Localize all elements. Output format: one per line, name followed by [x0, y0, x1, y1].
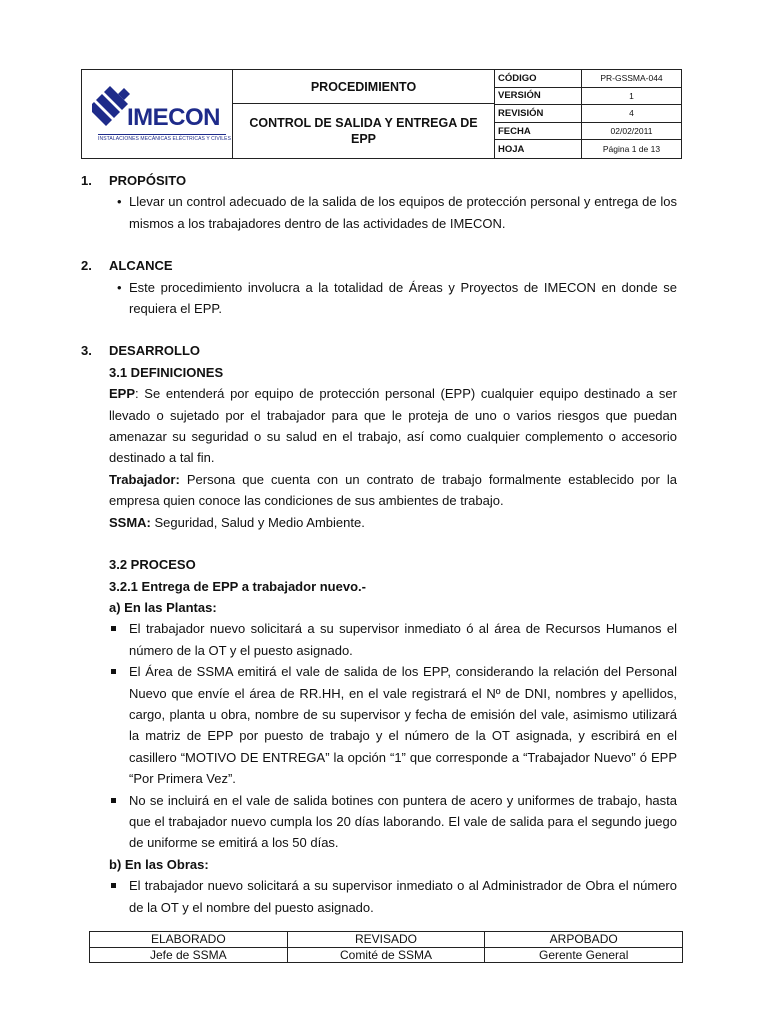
doc-meta: [495, 70, 681, 158]
approval-head: ELABORADO: [150, 932, 226, 946]
meta-value: PR-GSSMA-044: [600, 73, 663, 84]
list-item-text: El trabajador nuevo solicitará a su supervisor inmediato o al Administrador de Obra el número de la OT y el nombre del puesto asignado.: [129, 878, 677, 915]
square-bullet-icon: [111, 883, 116, 888]
meta-row: [495, 88, 681, 106]
bullet-dot-icon: •: [117, 194, 122, 210]
list-item: [81, 790, 677, 854]
section-number: 1.: [81, 173, 92, 188]
approval-head: REVISADO: [287, 932, 485, 947]
meta-value: 02/02/2011: [610, 126, 653, 137]
doc-type: PROCEDIMIENTO: [233, 70, 495, 104]
list-item: [81, 661, 677, 789]
subsection-title: 3.2 PROCESO: [109, 557, 196, 573]
definition-text: Seguridad, Salud y Medio Ambiente.: [150, 514, 365, 530]
document-header-table: [81, 69, 682, 159]
approval-value: Gerente General: [484, 948, 682, 963]
section-number: 2.: [81, 258, 92, 274]
meta-row: [495, 105, 681, 123]
approval-value: Comité de SSMA: [287, 948, 485, 963]
section-alcance: [81, 255, 677, 319]
section-title: PROPÓSITO: [109, 173, 187, 188]
meta-value: 1: [629, 90, 634, 101]
obras-heading: b) En las Obras:: [109, 856, 209, 872]
definition-trabajador: [81, 469, 677, 512]
meta-value: 4: [629, 108, 634, 119]
bullet-dot-icon: •: [117, 279, 122, 295]
bullet-text: Este procedimiento involucra a la totalidad de Áreas y Proyectos de IMECON en donde se requiera el EPP.: [129, 279, 677, 317]
list-item-text: El Área de SSMA emitirá el vale de salida de los EPP, considerando la relación del Personal Nuevo que envíe el área de RR.HH, en el vale registrará el Nº de DNI, nombres y apellidos, cargo, planta u obra, nombre de su supervisor y fecha de emisión del vale, asimismo utilizará la matriz de EPP por puesto de trabajo y el número de la OT asignada, y escribirá en el casillero “MOTIVO DE ENTREGA” la opción “1” que corresponde a “Trabajador Nuevo” ó EPP “Por Primera Vez”.: [129, 664, 677, 787]
section-desarrollo: [81, 340, 677, 918]
imecon-logo: [92, 84, 232, 144]
meta-key: REVISIÓN: [495, 105, 582, 122]
logo-tagline: INSTALACIONES MECÁNICAS ELÉCTRICAS Y CIVILES: [98, 136, 232, 142]
list-item: [81, 875, 677, 918]
section-number: 3.: [81, 343, 92, 359]
definition-text: : Se entenderá por equipo de protección personal (EPP) cualquier equipo destinado a ser llevado o sujetado por el trabajador para que le proteja de uno o varios riesgos que puedan amenazar su seguridad o su salud en el trabajo, así como cualquier complemento o accesorio destinado a tal fin.: [109, 386, 677, 466]
meta-row: [495, 140, 681, 158]
approval-head-row: [90, 932, 682, 947]
square-bullet-icon: [111, 798, 116, 803]
document-body: [81, 170, 677, 918]
bullet-item: [81, 277, 677, 320]
logo-cell: [82, 70, 233, 158]
bullet-item: [81, 191, 677, 234]
list-item-text: No se incluirá en el vale de salida botines con puntera de acero y uniformes de trabajo, hasta que el trabajador nuevo cumpla los 20 días laborando. El vale de salida para el segundo juego de uniforme se emitirá a los 50 días.: [129, 792, 677, 851]
bullet-text: Llevar un control adecuado de la salida de los equipos de protección personal y entrega de los mismos a los trabajadores dentro de las actividades de IMECON.: [129, 194, 677, 231]
square-bullet-icon: [111, 626, 116, 631]
approval-value: Jefe de SSMA: [149, 947, 227, 962]
definition-term: Trabajador:: [109, 471, 180, 487]
subsection-title: 3.1 DEFINICIONES: [109, 364, 224, 380]
subsubsection-title: 3.2.1 Entrega de EPP a trabajador nuevo.-: [109, 578, 366, 594]
section-title: DESARROLLO: [109, 343, 200, 359]
section-title: ALCANCE: [109, 258, 173, 274]
meta-value: Página 1 de 13: [602, 144, 661, 155]
logo-wordmark: IMECON: [127, 104, 220, 131]
imecon-diamond-icon: [92, 86, 132, 128]
meta-key: CÓDIGO: [495, 70, 582, 87]
approval-head: ARPOBADO: [484, 932, 682, 947]
meta-key: HOJA: [495, 140, 582, 158]
meta-key: VERSIÓN: [495, 88, 582, 105]
meta-key: FECHA: [495, 123, 582, 140]
meta-row: [495, 123, 681, 141]
approval-value-row: [90, 947, 682, 963]
list-item-text: El trabajador nuevo solicitará a su supervisor inmediato ó al área de Recursos Humanos el número de la OT y el puesto asignado.: [129, 621, 677, 658]
plantas-heading: a) En las Plantas:: [109, 599, 217, 615]
definition-term: EPP: [109, 386, 136, 402]
section-proposito: [81, 170, 677, 234]
definition-term: SSMA:: [109, 514, 151, 530]
definition-ssma: [81, 512, 677, 533]
definition-text: Persona que cuenta con un contrato de trabajo formalmente establecido por la empresa quien conoce las condiciones de sus ambientes de trabajo.: [109, 471, 677, 509]
meta-row: [495, 70, 681, 88]
list-item: [81, 618, 677, 661]
square-bullet-icon: [111, 669, 116, 674]
approval-table: [89, 931, 683, 963]
doc-title: CONTROL DE SALIDA Y ENTREGA DE EPP: [233, 104, 495, 158]
definition-epp: [81, 383, 677, 469]
